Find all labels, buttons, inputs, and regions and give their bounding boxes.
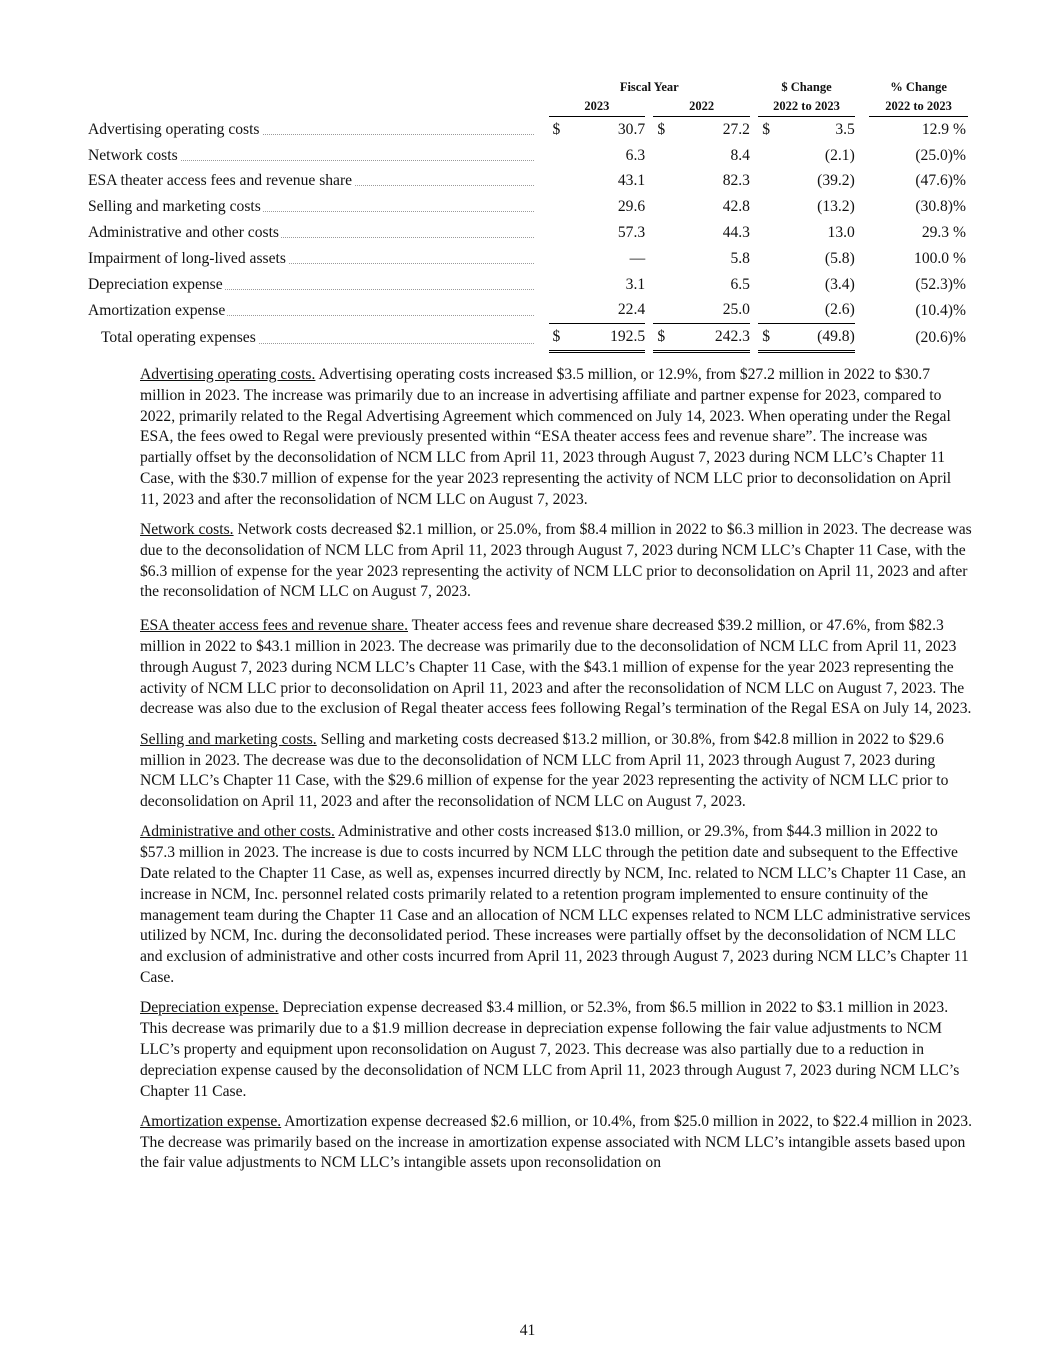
- header-2022: 2022: [653, 96, 750, 117]
- value-change: (2.1): [824, 146, 855, 164]
- dollar-sign: [549, 169, 565, 195]
- value-2023: —: [629, 249, 646, 267]
- value-2022: 27.2: [722, 120, 750, 138]
- dollar-sign: [758, 169, 774, 195]
- value-change: (13.2): [817, 198, 855, 216]
- value-2022: 8.4: [730, 146, 750, 164]
- paragraph-heading: Network costs.: [140, 521, 234, 539]
- value-pct-change: (52.3)%: [915, 275, 966, 293]
- dollar-sign: $: [762, 120, 770, 138]
- table-row: [88, 246, 968, 272]
- value-2023: 3.1: [625, 275, 646, 293]
- table-header-row-2: [88, 96, 968, 117]
- dollar-sign: [549, 246, 565, 272]
- dollar-sign: [549, 194, 565, 220]
- paragraph-heading: ESA theater access fees and revenue share.: [140, 617, 408, 635]
- row-label: Impairment of long-lived assets: [88, 249, 286, 267]
- value-2023: 57.3: [617, 224, 646, 242]
- dollar-sign: [758, 272, 774, 298]
- row-label: Amortization expense: [88, 301, 226, 319]
- total-2022: 242.3: [670, 324, 750, 352]
- total-2023: 192.5: [565, 324, 645, 352]
- paragraph-heading: Advertising operating costs.: [140, 366, 316, 383]
- table-total-row: [88, 324, 968, 352]
- paragraph-text: Theater access fees and revenue share decreased $39.2 million, or 47.6%, from $82.3 million in 2022 to $43.1 million in 2023. The decrease was primarily due to the deconsolidation of NCM LLC from April 11, 2023 through August 7, 2023 during NCM LLC’s Chapter 11 Case, with the $43.1 million of expense for the year 2023 representing the activity of NCM LLC prior to deconsolidation on April 11, 2023 and after the reconsolidation of NCM LLC on August 7, 2023. The decrease was also due to the exclusion of Regal theater access fees following Regal’s termination of the Regal ESA on July 14, 2023.: [140, 617, 972, 718]
- dollar-sign: [653, 143, 669, 169]
- dollar-sign: $: [657, 120, 666, 138]
- paragraph-amortization: [140, 1112, 972, 1174]
- dollar-sign: $: [552, 120, 561, 138]
- paragraph-selling: [140, 730, 972, 813]
- total-label: Total operating expenses: [88, 329, 258, 346]
- value-2023: 22.4: [565, 298, 645, 324]
- value-change: (5.8): [824, 249, 855, 267]
- value-pct-change: 100.0 %: [914, 249, 966, 267]
- table-row: [88, 143, 968, 169]
- row-label: Administrative and other costs: [88, 224, 279, 242]
- dollar-sign: [549, 220, 565, 246]
- value-change: (3.4): [824, 275, 855, 293]
- value-2022: 82.3: [722, 172, 750, 190]
- table-row: [88, 194, 968, 220]
- dollar-sign: [653, 246, 669, 272]
- row-label: Selling and marketing costs: [88, 198, 261, 216]
- value-pct-change: (25.0)%: [915, 146, 966, 164]
- header-pct-period: 2022 to 2023: [869, 96, 968, 117]
- dollar-sign: $: [653, 324, 669, 352]
- table-row: [88, 298, 968, 324]
- row-label: Advertising operating costs: [88, 120, 260, 138]
- value-pct-change: 12.9 %: [921, 120, 966, 138]
- dollar-sign: [758, 194, 774, 220]
- dollar-sign: [653, 220, 669, 246]
- value-pct-change: (10.4)%: [915, 301, 966, 319]
- dollar-sign: [758, 220, 774, 246]
- paragraph-text: Network costs decreased $2.1 million, or 25.0%, from $8.4 million in 2022 to $6.3 million in 2023. The decrease was due to the deconsolidation of NCM LLC from April 11, 2023 through August 7, 2023 during NCM LLC’s Chapter 11 Case, with the $6.3 million of expense for the year 2023 representing the activity of NCM LLC prior to deconsolidation on April 11, 2023 and after the reconsolidation of NCM LLC on August 7, 2023.: [140, 521, 972, 601]
- table-row: [88, 169, 968, 195]
- paragraph-heading: Depreciation expense.: [140, 999, 279, 1017]
- header-dollar-change: $ Change: [781, 79, 832, 94]
- paragraph-text: Depreciation expense decreased $3.4 million, or 52.3%, from $6.5 million in 2022 to $3.1 million in 2023. This decrease was primarily due to a $1.9 million decrease in depreciation expense following the fair value adjustments to NCM LLC’s property and equipment upon reconsolidation on August 7, 2023. This decrease was also partially due to a reduction in depreciation expense caused by the deconsolidation of NCM LLC from April 11, 2023 through August 7, 2023 during NCM LLC’s Chapter 11 Case.: [140, 999, 960, 1100]
- value-2022: 42.8: [722, 198, 750, 216]
- value-change: (39.2): [817, 172, 855, 190]
- value-2023: 6.3: [625, 146, 646, 164]
- value-2022: 6.5: [730, 275, 750, 293]
- dollar-sign: [758, 298, 774, 324]
- value-2022: 25.0: [670, 298, 750, 324]
- value-change: 13.0: [827, 224, 855, 242]
- paragraph-heading: Amortization expense.: [140, 1112, 282, 1130]
- dollar-sign: [549, 143, 565, 169]
- table-row: [88, 220, 968, 246]
- value-2023: 29.6: [617, 198, 646, 216]
- table-row: [88, 117, 968, 143]
- value-2023: 43.1: [617, 172, 646, 190]
- dollar-sign: [549, 272, 565, 298]
- operating-expenses-table: [88, 78, 968, 353]
- dollar-sign: [549, 298, 565, 324]
- paragraph-esa: [140, 616, 972, 720]
- value-change: (2.6): [775, 298, 855, 324]
- total-pct-change: (20.6)%: [915, 328, 966, 346]
- header-2023: 2023: [549, 96, 646, 117]
- paragraph-network: [140, 520, 972, 603]
- paragraph-text: Administrative and other costs increased $13.0 million, or 29.3%, from $44.3 million in 2022 to $57.3 million in 2023. The increase is due to costs incurred by NCM LLC through the petition date and subsequent to the Effective Date related to the Chapter 11 Case, as well as, expenses incurred directly by NCM, Inc. related to NCM LLC’s Chapter 11 Case, an increase in NCM, Inc. personnel related costs primarily related to a retention program implemented to ensure continuity of the management team during the Chapter 11 Case and an allocation of NCM LLC expenses related to NCM LLC administrative services utilized by NCM, Inc. during the deconsolidated period. These increases were partially offset by the deconsolidation of NCM LLC and exclusion of administrative and other costs incurred from April 11, 2023 through August 7, 2023 during NCM LLC’s Chapter 11 Case.: [140, 823, 971, 987]
- value-pct-change: 29.3 %: [921, 224, 966, 242]
- dollar-sign: [653, 298, 669, 324]
- dollar-sign: [653, 194, 669, 220]
- paragraph-text: Amortization expense decreased $2.6 million, or 10.4%, from $25.0 million in 2022, to $22.4 million in 2023. The decrease was primarily based on the increase in amortization expense associated with NCM LLC’s intangible assets based upon the fair value adjustments to NCM LLC’s intangible assets upon reconsolidation on: [140, 1112, 972, 1172]
- paragraph-advertising: [140, 365, 972, 511]
- total-change: (49.8): [775, 324, 855, 352]
- header-pct-change: % Change: [890, 79, 947, 94]
- paragraph-heading: Selling and marketing costs.: [140, 730, 317, 748]
- table-row: [88, 272, 968, 298]
- narrative-section: [140, 365, 972, 1184]
- dollar-sign: [653, 169, 669, 195]
- page-number: 41: [519, 1322, 536, 1339]
- value-2022: 5.8: [730, 249, 750, 267]
- dollar-sign: $: [758, 324, 774, 352]
- header-fiscal-year: Fiscal Year: [619, 79, 679, 94]
- dollar-sign: [653, 272, 669, 298]
- paragraph-depreciation: [140, 998, 972, 1102]
- dollar-sign: [758, 246, 774, 272]
- value-pct-change: (30.8)%: [915, 198, 966, 216]
- value-pct-change: (47.6)%: [915, 172, 966, 190]
- paragraph-administrative: [140, 822, 972, 988]
- paragraph-text: Advertising operating costs increased $3.5 million, or 12.9%, from $27.2 million in 2022 to $30.7 million in 2023. The increase was primarily due to an increase in advertising affiliate and partner expense for 2023, compared to 2022, primarily related to the Regal Advertising Agreement which commenced on July 14, 2023. When operating under the Regal ESA, the fees owed to Regal were previously presented within “ESA theater access fees and revenue share”. The increase was partially offset by the deconsolidation of NCM LLC from April 11, 2023 through August 7, 2023 during NCM LLC’s Chapter 11 Case, with the $30.7 million of expense for the year 2023 representing the activity of NCM LLC prior to deconsolidation on April 11, 2023 and after the reconsolidation of NCM LLC on August 7, 2023.: [140, 366, 952, 508]
- value-change: 3.5: [835, 120, 855, 138]
- row-label: ESA theater access fees and revenue share: [88, 172, 353, 190]
- value-2023: 30.7: [617, 120, 646, 138]
- paragraph-heading: Administrative and other costs.: [140, 823, 335, 841]
- row-label: Depreciation expense: [88, 275, 223, 293]
- dollar-sign: [758, 143, 774, 169]
- value-2022: 44.3: [722, 224, 750, 242]
- row-label: Network costs: [88, 146, 178, 164]
- paragraph-text: Selling and marketing costs decreased $13.2 million, or 30.8%, from $42.8 million in 2022 to $29.6 million in 2023. The decrease was due to the deconsolidation of NCM LLC from April 11, 2023 through August 7, 2023 during NCM LLC’s Chapter 11 Case, with the $29.6 million of expense for the year 2023 representing the activity of NCM LLC prior to deconsolidation on April 11, 2023 and after the reconsolidation of NCM LLC on August 7, 2023.: [140, 730, 949, 811]
- table-header-row-1: [88, 78, 968, 96]
- dollar-sign: $: [549, 324, 565, 352]
- header-change-period: 2022 to 2023: [758, 96, 855, 117]
